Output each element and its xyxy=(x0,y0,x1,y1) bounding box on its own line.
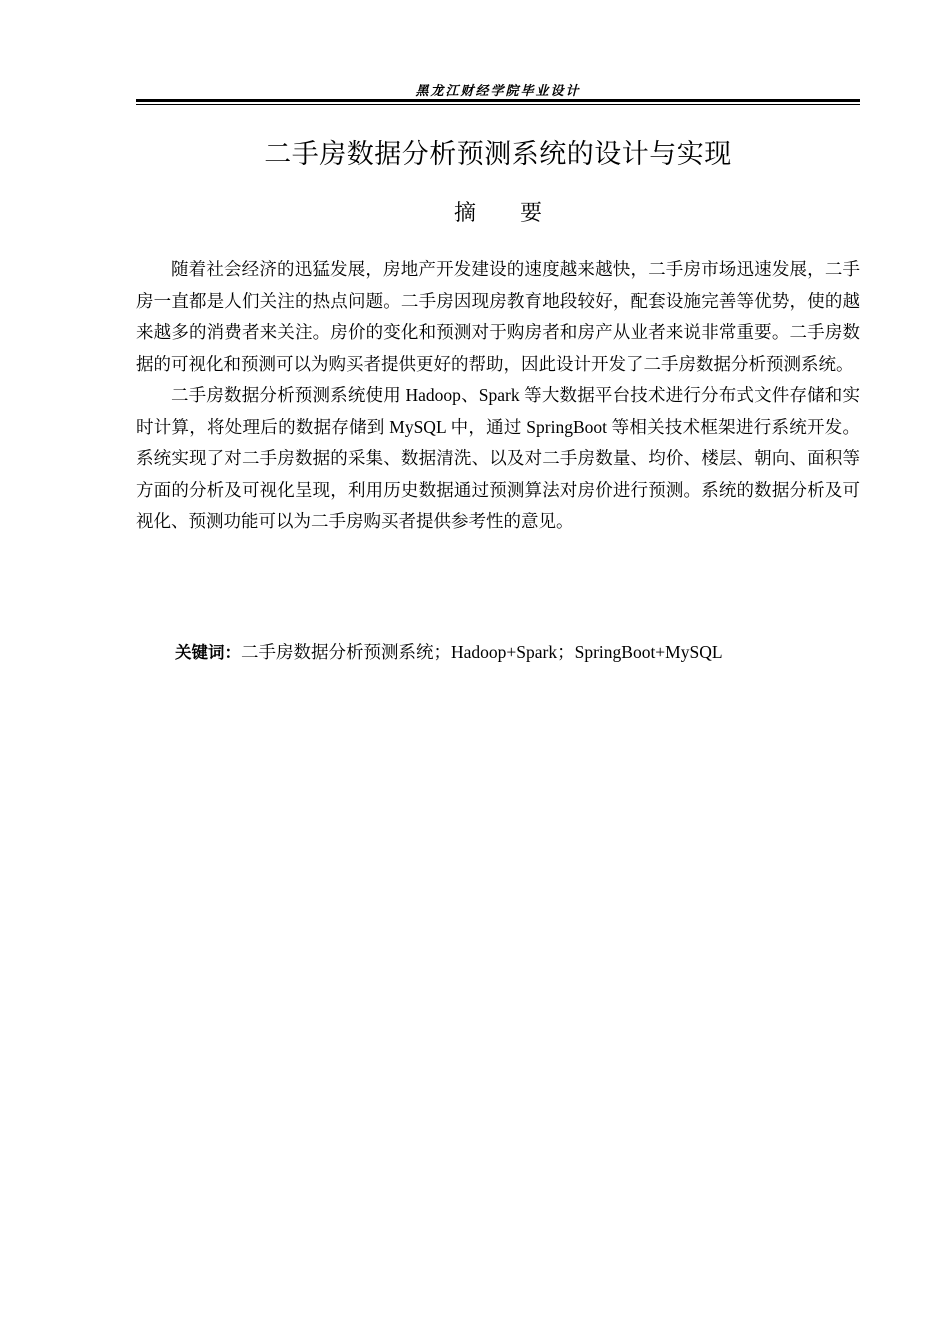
running-header: 黑龙江财经学院毕业设计 xyxy=(415,84,581,99)
abstract-heading-char-1: 摘 xyxy=(453,201,476,226)
header-rule-thin xyxy=(136,104,860,105)
abstract-paragraph-1: 随着社会经济的迅猛发展，房地产开发建设的速度越来越快，二手房市场迅速发展，二手房一直都是人们关注的热点问题。二手房因现房教育地段较好，配套设施完善等优势，使的越来越多的消费者来关注。房价的变化和预测对于购房者和房产从业者来说非常重要。二手房数据的可视化和预测可以为购买者提供更好的帮助，因此设计开发了二手房数据分析预测系统。 xyxy=(136,259,860,374)
keywords-line xyxy=(175,637,865,668)
abstract-paragraph-2: 二手房数据分析预测系统使用 Hadoop、Spark 等大数据平台技术进行分布式文件存储和实时计算，将处理后的数据存储到 MySQL 中，通过 SpringBoot 等相关技术框架进行系统开发。系统实现了对二手房数据的采集、数据清洗、以及对二手房数量、均价、楼层、朝向、面积等方面的分析及可视化呈现，利用历史数据通过预测算法对房价进行预测。系统的数据分析及可视化、预测功能可以为二手房购买者提供参考性的意见。 xyxy=(136,385,860,531)
header-rule-thick xyxy=(136,99,860,102)
document-title: 二手房数据分析预测系统的设计与实现 xyxy=(264,139,732,170)
keywords-label: 关键词： xyxy=(175,643,241,662)
abstract-body xyxy=(136,254,860,538)
keywords-value: 二手房数据分析预测系统；Hadoop+Spark；SpringBoot+MySQL xyxy=(241,642,723,662)
abstract-heading xyxy=(136,196,860,227)
abstract-heading-char-2: 要 xyxy=(520,201,543,226)
